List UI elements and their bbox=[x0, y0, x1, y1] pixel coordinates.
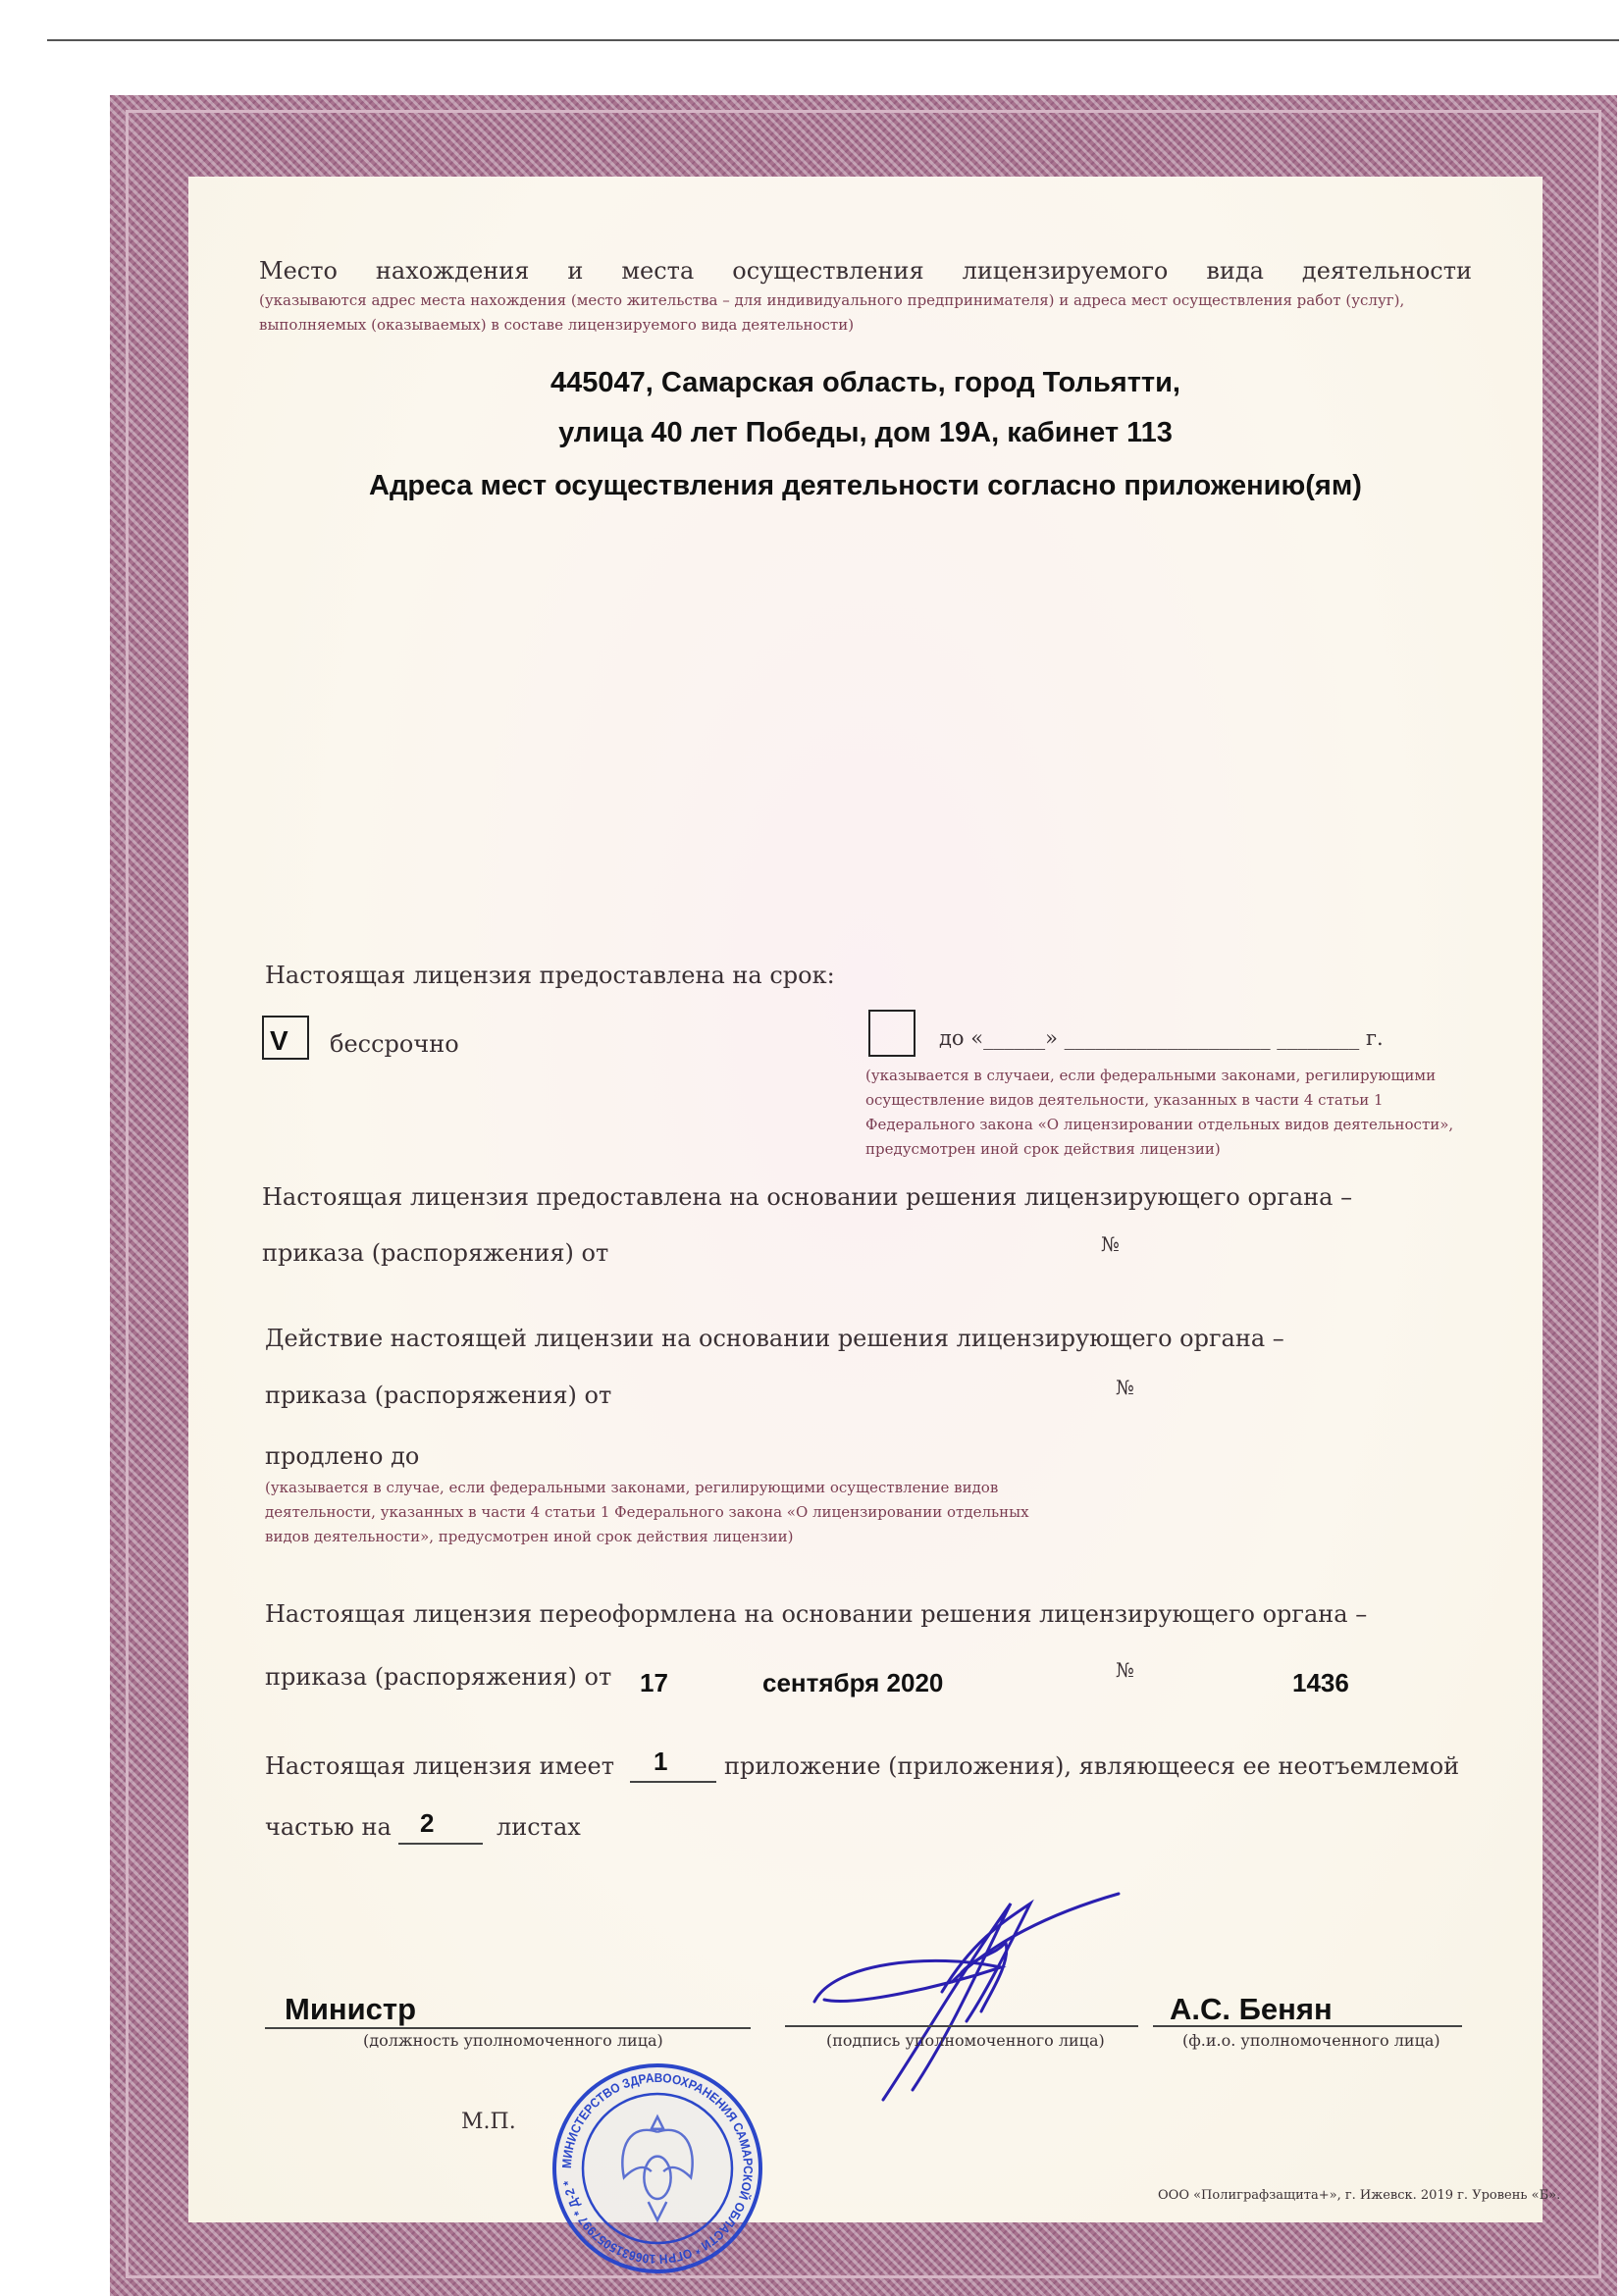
appendix-count-underline bbox=[630, 1781, 716, 1783]
printer-imprint: ООО «Полиграфзащита+», г. Ижевск. 2019 г. Уровень «Б». bbox=[1158, 2188, 1561, 2203]
signatory-name: А.С. Бенян bbox=[1170, 1992, 1333, 2026]
handwritten-signature bbox=[795, 1884, 1148, 2129]
position-caption: (должность уполномоченного лица) bbox=[363, 2031, 663, 2050]
appendix-count: 1 bbox=[654, 1747, 668, 1776]
sheets-suffix: листах bbox=[497, 1813, 581, 1841]
seal-place-label: М.П. bbox=[461, 2110, 516, 2134]
extension-note: (указывается в случае, если федеральными законами, регилирующими осуществление видов деятельности, указанных в части 4 статьи 1 Федерального закона «О лицензировании отдельных видов деятельности», предусмотрен иной срок действия лицензии) bbox=[265, 1479, 1029, 1545]
sheets-underline bbox=[398, 1843, 483, 1845]
checkbox-mark: V bbox=[270, 1025, 288, 1056]
extension-line-1: Действие настоящей лицензии на основании решения лицензирующего органа – bbox=[265, 1325, 1284, 1352]
scan-top-edge bbox=[47, 39, 1619, 41]
seal-text: МИНИСТЕРСТВО ЗДРАВООХРАНЕНИЯ САМАРСКОЙ ОБЛАСТИ * ОГРН 1066315057997 * Д-2 * bbox=[558, 2069, 757, 2268]
extension-line-2: приказа (распоряжения) от bbox=[265, 1382, 612, 1409]
reissue-line-2: приказа (распоряжения) от bbox=[265, 1663, 612, 1691]
reissue-day: 17 bbox=[640, 1668, 668, 1697]
signatory-position: Министр bbox=[285, 1992, 417, 2026]
until-date-checkbox[interactable] bbox=[868, 1010, 916, 1057]
location-note: (указываются адрес места нахождения (место жительства – для индивидуального предпринимателя) и адреса мест осуществления работ (услуг), выполняемых (оказываемых) в составе лицензируемого вида деятельности) bbox=[259, 291, 1405, 334]
address-line-3: Адреса мест осуществления деятельности согласно приложению(ям) bbox=[369, 470, 1362, 501]
basis-line-1: Настоящая лицензия предоставлена на основании решения лицензирующего органа – bbox=[262, 1183, 1353, 1211]
appendix-prefix: Настоящая лицензия имеет bbox=[265, 1752, 615, 1780]
reissue-number: 1436 bbox=[1292, 1668, 1349, 1697]
reissue-line-1: Настоящая лицензия переоформлена на основании решения лицензирующего органа – bbox=[265, 1600, 1368, 1628]
appendix-suffix: приложение (приложения), являющееся ее неотъемлемой bbox=[724, 1752, 1460, 1780]
sheets-prefix: частью на bbox=[265, 1813, 392, 1841]
basis-number-sign: № bbox=[1101, 1232, 1120, 1256]
reissue-month-year: сентября 2020 bbox=[762, 1668, 944, 1697]
position-line bbox=[265, 2027, 751, 2029]
signature-caption: (подпись уполномоченного лица) bbox=[826, 2031, 1105, 2050]
reissue-number-sign: № bbox=[1116, 1658, 1134, 1682]
basis-line-2: приказа (распоряжения) от bbox=[262, 1239, 609, 1267]
until-date-note: (указывается в случаеи, если федеральными законами, регилирующими осуществление видов деятельности, указанных в части 4 статьи 1 Федерального закона «О лицензировании отдельных видов деятельности», предусмотрен иной срок действия лицензии) bbox=[865, 1067, 1454, 1158]
indefinite-checkbox[interactable] bbox=[262, 1016, 309, 1060]
extended-until-label: продлено до bbox=[265, 1442, 420, 1470]
sheets-count: 2 bbox=[420, 1808, 435, 1838]
location-heading: Место нахождения и места осуществления лицензируемого вида деятельности bbox=[259, 257, 1472, 285]
signature-line bbox=[785, 2025, 1138, 2027]
extension-number-sign: № bbox=[1116, 1376, 1134, 1399]
address-line-1: 445047, Самарская область, город Тольятти, bbox=[550, 367, 1180, 398]
until-date-label: до «______» ____________________ ________ г. bbox=[939, 1026, 1384, 1050]
term-label: Настоящая лицензия предоставлена на срок: bbox=[265, 962, 835, 989]
indefinite-label: бессрочно bbox=[330, 1030, 459, 1058]
name-caption: (ф.и.о. уполномоченного лица) bbox=[1182, 2031, 1440, 2050]
official-seal bbox=[549, 2061, 765, 2276]
address-line-2: улица 40 лет Победы, дом 19А, кабинет 113 bbox=[558, 417, 1173, 448]
